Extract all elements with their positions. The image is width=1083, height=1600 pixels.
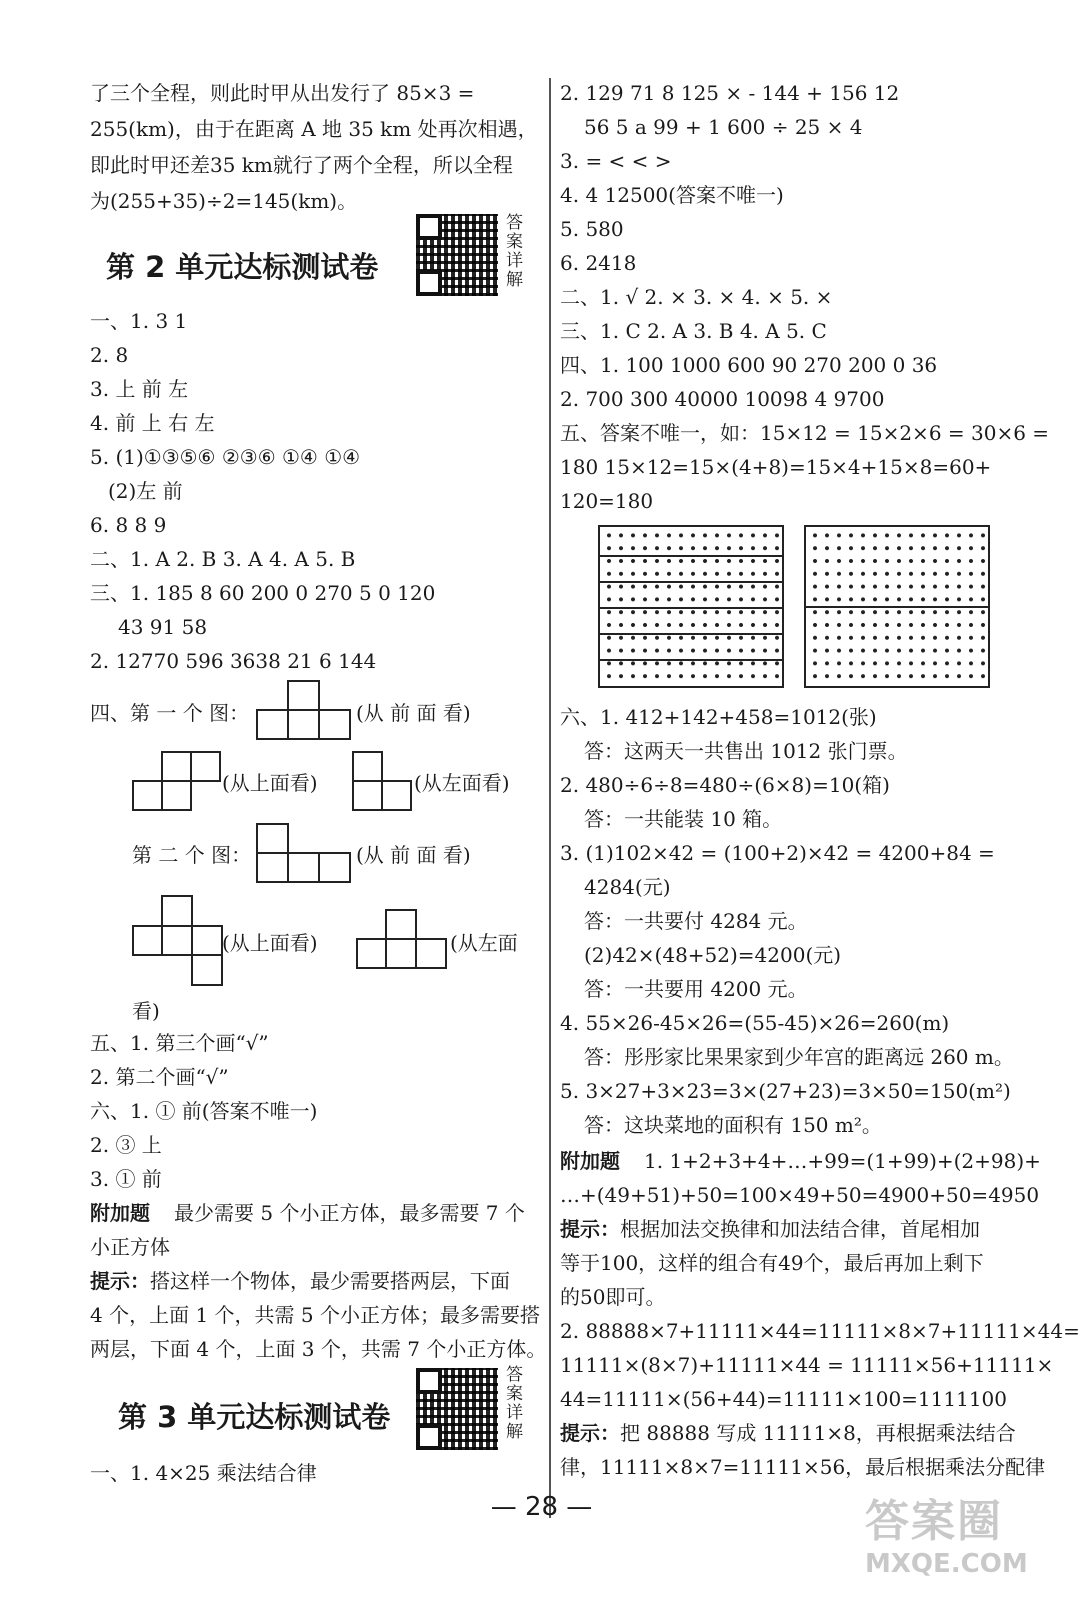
hint-line: 根据加法交换律和加法结合律，首尾相加 — [620, 1217, 980, 1241]
answer-line: 一、1. 4×25 乘法结合律 — [90, 1461, 317, 1485]
answer-line: 2. ③ 上 — [90, 1133, 162, 1157]
answer-line: 120=180 — [560, 489, 654, 513]
answer-line: 3. = < < > — [560, 149, 672, 173]
left-view-figure-1 — [352, 750, 414, 812]
qr-code-icon[interactable] — [416, 1368, 498, 1450]
answer-line: 五、1. 第三个画“√” — [90, 1031, 269, 1055]
answer-line: 答：一共要用 4200 元。 — [584, 977, 808, 1001]
view-label: (从左面 — [450, 931, 518, 955]
hint-line: 律，11111×8×7=11111×56，最后根据乘法分配律 — [560, 1455, 1046, 1479]
answer-line: 4284(元) — [584, 875, 671, 899]
extra-line: 小正方体 — [90, 1235, 170, 1259]
view-label: (从 前 面 看) — [356, 843, 471, 867]
answer-line: 56 5 a 99 + 1 600 ÷ 25 × 4 — [584, 115, 863, 139]
extra-label: 附加题 — [560, 1149, 620, 1173]
qr-label: 答案详解 — [506, 1365, 523, 1442]
extra-label: 附加题 — [90, 1201, 150, 1225]
extra-line: 1. 1+2+3+4+…+99=(1+99)+(2+98)+ — [644, 1149, 1041, 1173]
divider-line — [598, 555, 784, 557]
answer-line: 5. 580 — [560, 217, 624, 241]
answer-line: 六、1. ① 前(答案不唯一) — [90, 1099, 318, 1123]
watermark-text: 答案圈 — [865, 1496, 1003, 1547]
answer-line: 5. (1)①③⑤⑥ ②③⑥ ①④ ①④ — [90, 445, 361, 469]
answer-line: 四、1. 100 1000 600 90 270 200 0 36 — [560, 353, 938, 377]
answer-line: 6. 2418 — [560, 251, 637, 275]
extra-line: 2. 88888×7+11111×44=11111×8×7+11111×44= — [560, 1319, 1080, 1343]
answer-line: 3. (1)102×42 = (100+2)×42 = 4200+84 = — [560, 841, 995, 865]
intro-line: 即此时甲还差35 km就行了两个全程，所以全程 — [90, 153, 513, 177]
answer-line: 6. 8 8 9 — [90, 513, 167, 537]
hint-label: 提示： — [90, 1269, 150, 1293]
hint-line: 的50即可。 — [560, 1285, 666, 1309]
answer-line: (2)42×(48+52)=4200(元) — [584, 943, 842, 967]
front-view-figure-2 — [256, 822, 352, 884]
extra-line: 最少需要 5 个小正方体，最多需要 7 个 — [174, 1201, 525, 1225]
qr-label: 答案详解 — [506, 213, 523, 290]
divider-line — [804, 606, 990, 608]
answer-line: 五、答案不唯一，如：15×12 = 15×2×6 = 30×6 = — [560, 421, 1050, 445]
extra-line: 11111×(8×7)+11111×44 = 11111×56+11111× — [560, 1353, 1054, 1377]
answer-line: 2. 129 71 8 125 × - 144 + 156 12 — [560, 81, 900, 105]
answer-line: 答：彤彤家比果果家到少年宫的距离远 260 m。 — [584, 1045, 1014, 1069]
hint-line: 把 88888 写成 11111×8，再根据乘法结合 — [620, 1421, 1016, 1445]
answer-line: 4. 55×26-45×26=(55-45)×26=260(m) — [560, 1011, 950, 1035]
unit3-title: 第 3 单元达标测试卷 — [118, 1400, 391, 1434]
divider-line — [598, 659, 784, 661]
extra-line: 44=11111×(56+44)=11111×100=1111100 — [560, 1387, 1007, 1411]
page-number: — 28 — — [490, 1492, 593, 1522]
intro-line: 了三个全程，则此时甲从出发行了 85×3 = — [90, 81, 475, 105]
hint-label: 提示： — [560, 1217, 620, 1241]
figure-label: 第 二 个 图： — [132, 843, 252, 867]
view-label: (从左面看) — [414, 771, 510, 795]
top-view-figure-1 — [132, 750, 222, 812]
extra-line: …+(49+51)+50=100×49+50=4900+50=4950 — [560, 1183, 1040, 1207]
answer-line: 4. 前 上 右 左 — [90, 411, 215, 435]
answer-line: 二、1. A 2. B 3. A 4. A 5. B — [90, 547, 356, 571]
answer-line: 2. 12770 596 3638 21 6 144 — [90, 649, 377, 673]
view-label: 看) — [132, 999, 160, 1023]
top-view-figure-2 — [132, 895, 224, 987]
answer-line: 3. ① 前 — [90, 1167, 162, 1191]
unit2-title: 第 2 单元达标测试卷 — [106, 250, 379, 284]
divider-line — [598, 607, 784, 609]
answer-line: 三、1. 185 8 60 200 0 270 5 0 120 — [90, 581, 436, 605]
divider-line — [598, 633, 784, 635]
left-view-figure-2 — [356, 908, 448, 970]
answer-line: 六、1. 412+142+458=1012(张) — [560, 705, 877, 729]
answer-line: 二、1. √ 2. × 3. × 4. × 5. × — [560, 285, 833, 309]
answer-line: 一、1. 3 1 — [90, 309, 188, 333]
answer-line: 答：一共能装 10 箱。 — [584, 807, 783, 831]
figure-label: 四、第 一 个 图： — [90, 701, 250, 725]
answer-line: 5. 3×27+3×23=3×(27+23)=3×50=150(m²) — [560, 1079, 1011, 1103]
intro-line: 为(255+35)÷2=145(km)。 — [90, 189, 358, 213]
view-label: (从上面看) — [222, 931, 318, 955]
watermark-text: MXQE.COM — [865, 1549, 1028, 1579]
view-label: (从 前 面 看) — [356, 701, 471, 725]
divider-line — [598, 581, 784, 583]
answer-line: 2. 8 — [90, 343, 129, 367]
answer-line: 4. 4 12500(答案不唯一) — [560, 183, 784, 207]
hint-line: 两层，下面 4 个，上面 3 个，共需 7 个小正方体。 — [90, 1337, 547, 1361]
answer-line: 180 15×12=15×(4+8)=15×4+15×8=60+ — [560, 455, 992, 479]
answer-line: 2. 700 300 40000 10098 4 9700 — [560, 387, 885, 411]
hint-line: 等于100，这样的组合有49个，最后再加上剩下 — [560, 1251, 984, 1275]
answer-line: 43 91 58 — [118, 615, 208, 639]
watermark-logo — [865, 1485, 1055, 1580]
answer-line: (2)左 前 — [108, 479, 183, 503]
answer-line: 2. 480÷6÷8=480÷(6×8)=10(箱) — [560, 773, 890, 797]
answer-line: 答：这块菜地的面积有 150 m²。 — [584, 1113, 882, 1137]
hint-line: 搭这样一个物体，最少需要搭两层，下面 — [150, 1269, 510, 1293]
hint-line: 4 个，上面 1 个，共需 5 个小正方体；最多需要搭 — [90, 1303, 540, 1327]
hint-label: 提示： — [560, 1421, 620, 1445]
qr-code-icon[interactable] — [416, 214, 498, 296]
answer-line: 三、1. C 2. A 3. B 4. A 5. C — [560, 319, 827, 343]
view-label: (从上面看) — [222, 771, 318, 795]
answer-line: 3. 上 前 左 — [90, 377, 189, 401]
answer-line: 答：一共要付 4284 元。 — [584, 909, 808, 933]
front-view-figure-1 — [256, 680, 352, 740]
answer-line: 2. 第二个画“√” — [90, 1065, 229, 1089]
intro-line: 255(km)，由于在距离 A 地 35 km 处再次相遇， — [90, 117, 538, 141]
column-divider — [549, 78, 551, 1518]
answer-line: 答：这两天一共售出 1012 张门票。 — [584, 739, 908, 763]
